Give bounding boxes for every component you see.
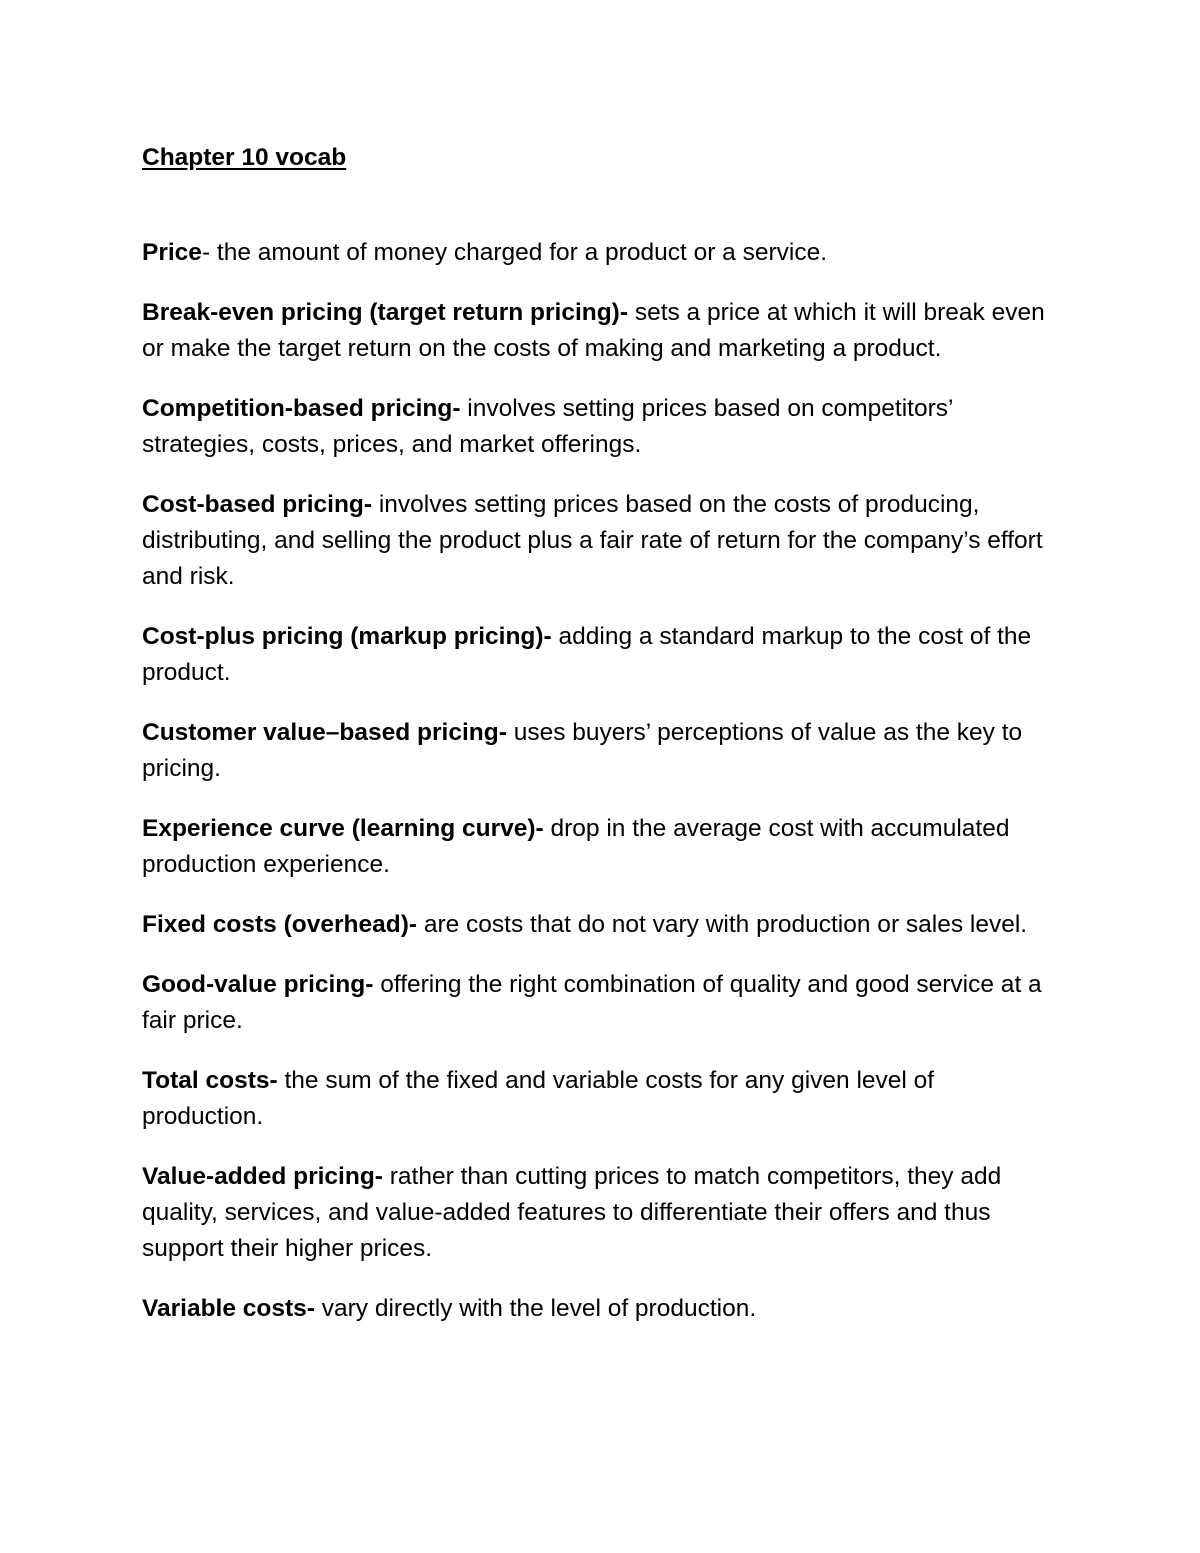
vocab-entry-customer-value-based-pricing	[142, 715, 1060, 787]
vocab-term: Fixed costs (overhead)-	[142, 911, 418, 938]
vocab-entry-price	[142, 235, 1060, 271]
vocab-entry-variable-costs	[142, 1291, 1060, 1327]
vocab-definition: are costs that do not vary with production or sales level.	[417, 911, 1028, 938]
vocab-definition: the sum of the fixed and variable costs for any given level of production.	[142, 1067, 935, 1130]
vocab-definition: - the amount of money charged for a product or a service.	[201, 239, 828, 266]
vocab-entry-good-value-pricing	[142, 967, 1060, 1039]
vocab-definition: rather than cutting prices to match competitors, they add quality, services, and value-added features to differentiate their offers and thus support their higher prices.	[142, 1163, 1002, 1262]
vocab-term: Variable costs-	[142, 1295, 315, 1322]
vocab-definition: sets a price at which it will break even or make the target return on the costs of making and marketing a product.	[142, 299, 1045, 362]
vocab-term: Competition-based pricing-	[142, 395, 461, 422]
vocab-term: Cost-plus pricing (markup pricing)-	[142, 623, 552, 650]
vocab-definition: adding a standard markup to the cost of the product.	[142, 623, 1032, 686]
vocab-entry-break-even-pricing	[142, 295, 1060, 367]
vocab-term: Value-added pricing-	[142, 1163, 383, 1190]
vocab-term: Good-value pricing-	[142, 971, 374, 998]
vocab-term: Customer value–based pricing-	[142, 719, 507, 746]
vocab-entry-cost-based-pricing	[142, 487, 1060, 595]
vocab-entry-experience-curve	[142, 811, 1060, 883]
page-title: Chapter 10 vocab	[142, 144, 347, 171]
vocab-term: Break-even pricing (target return pricing)-	[142, 299, 629, 326]
vocab-definition: drop in the average cost with accumulated production experience.	[142, 815, 1010, 878]
vocab-term: Cost-based pricing-	[142, 491, 373, 518]
vocab-definition: vary directly with the level of production.	[314, 1295, 757, 1322]
vocab-definition: offering the right combination of quality and good service at a fair price.	[142, 971, 1042, 1034]
vocab-definition: involves setting prices based on the costs of producing, distributing, and selling the product plus a fair rate of return for the company’s effort and risk.	[142, 491, 1043, 590]
vocab-entry-competition-based-pricing	[142, 391, 1060, 463]
vocab-entry-total-costs	[142, 1063, 1060, 1135]
vocab-entry-fixed-costs	[142, 907, 1060, 943]
vocab-definition: uses buyers’ perceptions of value as the key to pricing.	[142, 719, 1023, 782]
vocab-term: Experience curve (learning curve)-	[142, 815, 544, 842]
vocab-entry-value-added-pricing	[142, 1159, 1060, 1267]
vocab-term: Price	[142, 239, 202, 266]
vocab-definition: involves setting prices based on competitors’ strategies, costs, prices, and market offerings.	[142, 395, 953, 458]
vocab-entry-cost-plus-pricing	[142, 619, 1060, 691]
vocab-term: Total costs-	[142, 1067, 278, 1094]
